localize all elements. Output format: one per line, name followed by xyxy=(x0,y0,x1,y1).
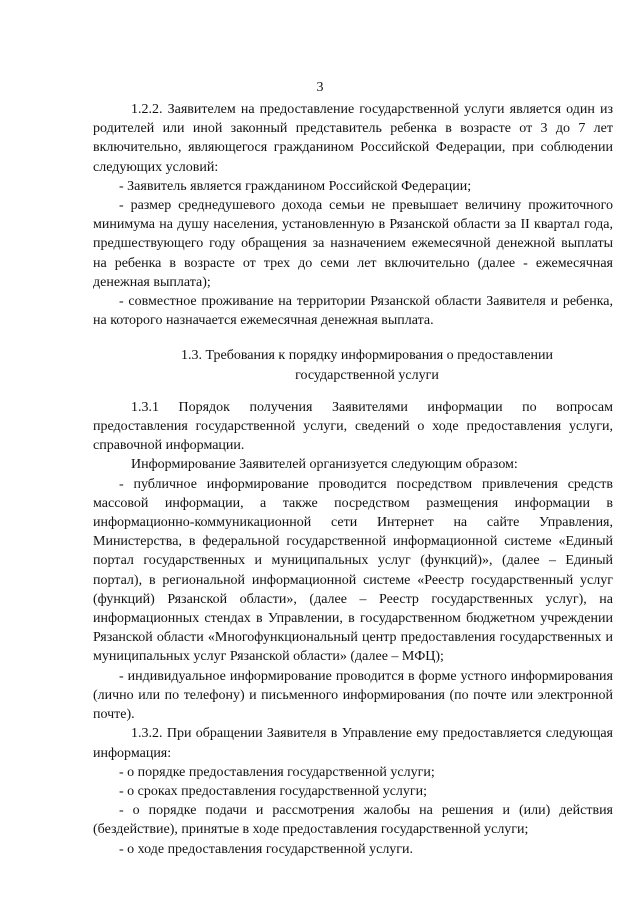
heading-line-1: 1.3. Требования к порядку информирования о предоставлении xyxy=(181,348,553,364)
paragraph-1-3-2: 1.3.2. При обращении Заявителя в Управление ему предоставляется следующая информация: xyxy=(93,726,613,761)
paragraph-informing-organized: Информирование Заявителей организуется следующим образом: xyxy=(131,457,518,473)
public-informing: - публичное информирование проводится посредством привлечения средств массовой информации, а также посредством размещения информации в информационно-коммуникационной сети Интернет на сайте Управления, Министерства, в федеральной государственной информационной системе «Единый портал государственных и муниципальных услуг (функций)», (далее – Единый портал), в региональной информационной системе «Реестр государственный услуг (функций) Рязанской области», (далее – Реестр государственных услуг), на информационных стендах в Управлении, в государственном бюджетном учреждении Рязанской области «Многофункциональный центр предоставления государственных и муниципальных услуг Рязанской области» (далее – МФЦ); xyxy=(93,476,613,665)
info-item-procedure: - о порядке предоставления государственной услуги; xyxy=(119,764,435,780)
info-item-complaints: - о порядке подачи и рассмотрения жалобы на решения и (или) действия (бездействие), принятые в ходе предоставления государственной услуги; xyxy=(93,803,613,838)
paragraph-1-3-1: 1.3.1 Порядок получения Заявителями информации по вопросам предоставления государственной услуги, сведений о ходе предоставления услуги, справочной информации. xyxy=(93,399,613,454)
info-item-terms: - о сроках предоставления государственной услуги; xyxy=(119,783,428,799)
individual-informing: - индивидуальное информирование проводится в форме устного информирования (лично или по телефону) и письменного информирования (по почте или электронной почте). xyxy=(93,668,613,723)
condition-income: - размер среднедушевого дохода семьи не превышает величину прожиточного минимума на душу населения, установленную в Рязанской области за II квартал года, предшествующего году обращения за назначением ежемесячной денежной выплаты на ребенка в возрасте от трех до семи лет включительно (далее - ежемесячная денежная выплата); xyxy=(93,198,613,290)
heading-line-2: государственной услуги xyxy=(295,367,439,383)
condition-citizenship: - Заявитель является гражданином Российской Федерации; xyxy=(119,178,472,194)
paragraph-1-2-2: 1.2.2. Заявителем на предоставление государственной услуги является один из родителей или иной законный представитель ребенка в возрасте от 3 до 7 лет включительно, являющегося гражданином Российской Федерации, при соблюдении следующих условий: xyxy=(93,102,613,175)
condition-residence: - совместное проживание на территории Рязанской области Заявителя и ребенка, на которого назначается ежемесячная денежная выплата. xyxy=(93,294,613,329)
page-number: 3 xyxy=(316,80,324,95)
section-heading-1-3 xyxy=(93,346,613,384)
document-body xyxy=(93,100,613,859)
info-item-progress: - о ходе предоставления государственной услуги. xyxy=(119,841,414,857)
